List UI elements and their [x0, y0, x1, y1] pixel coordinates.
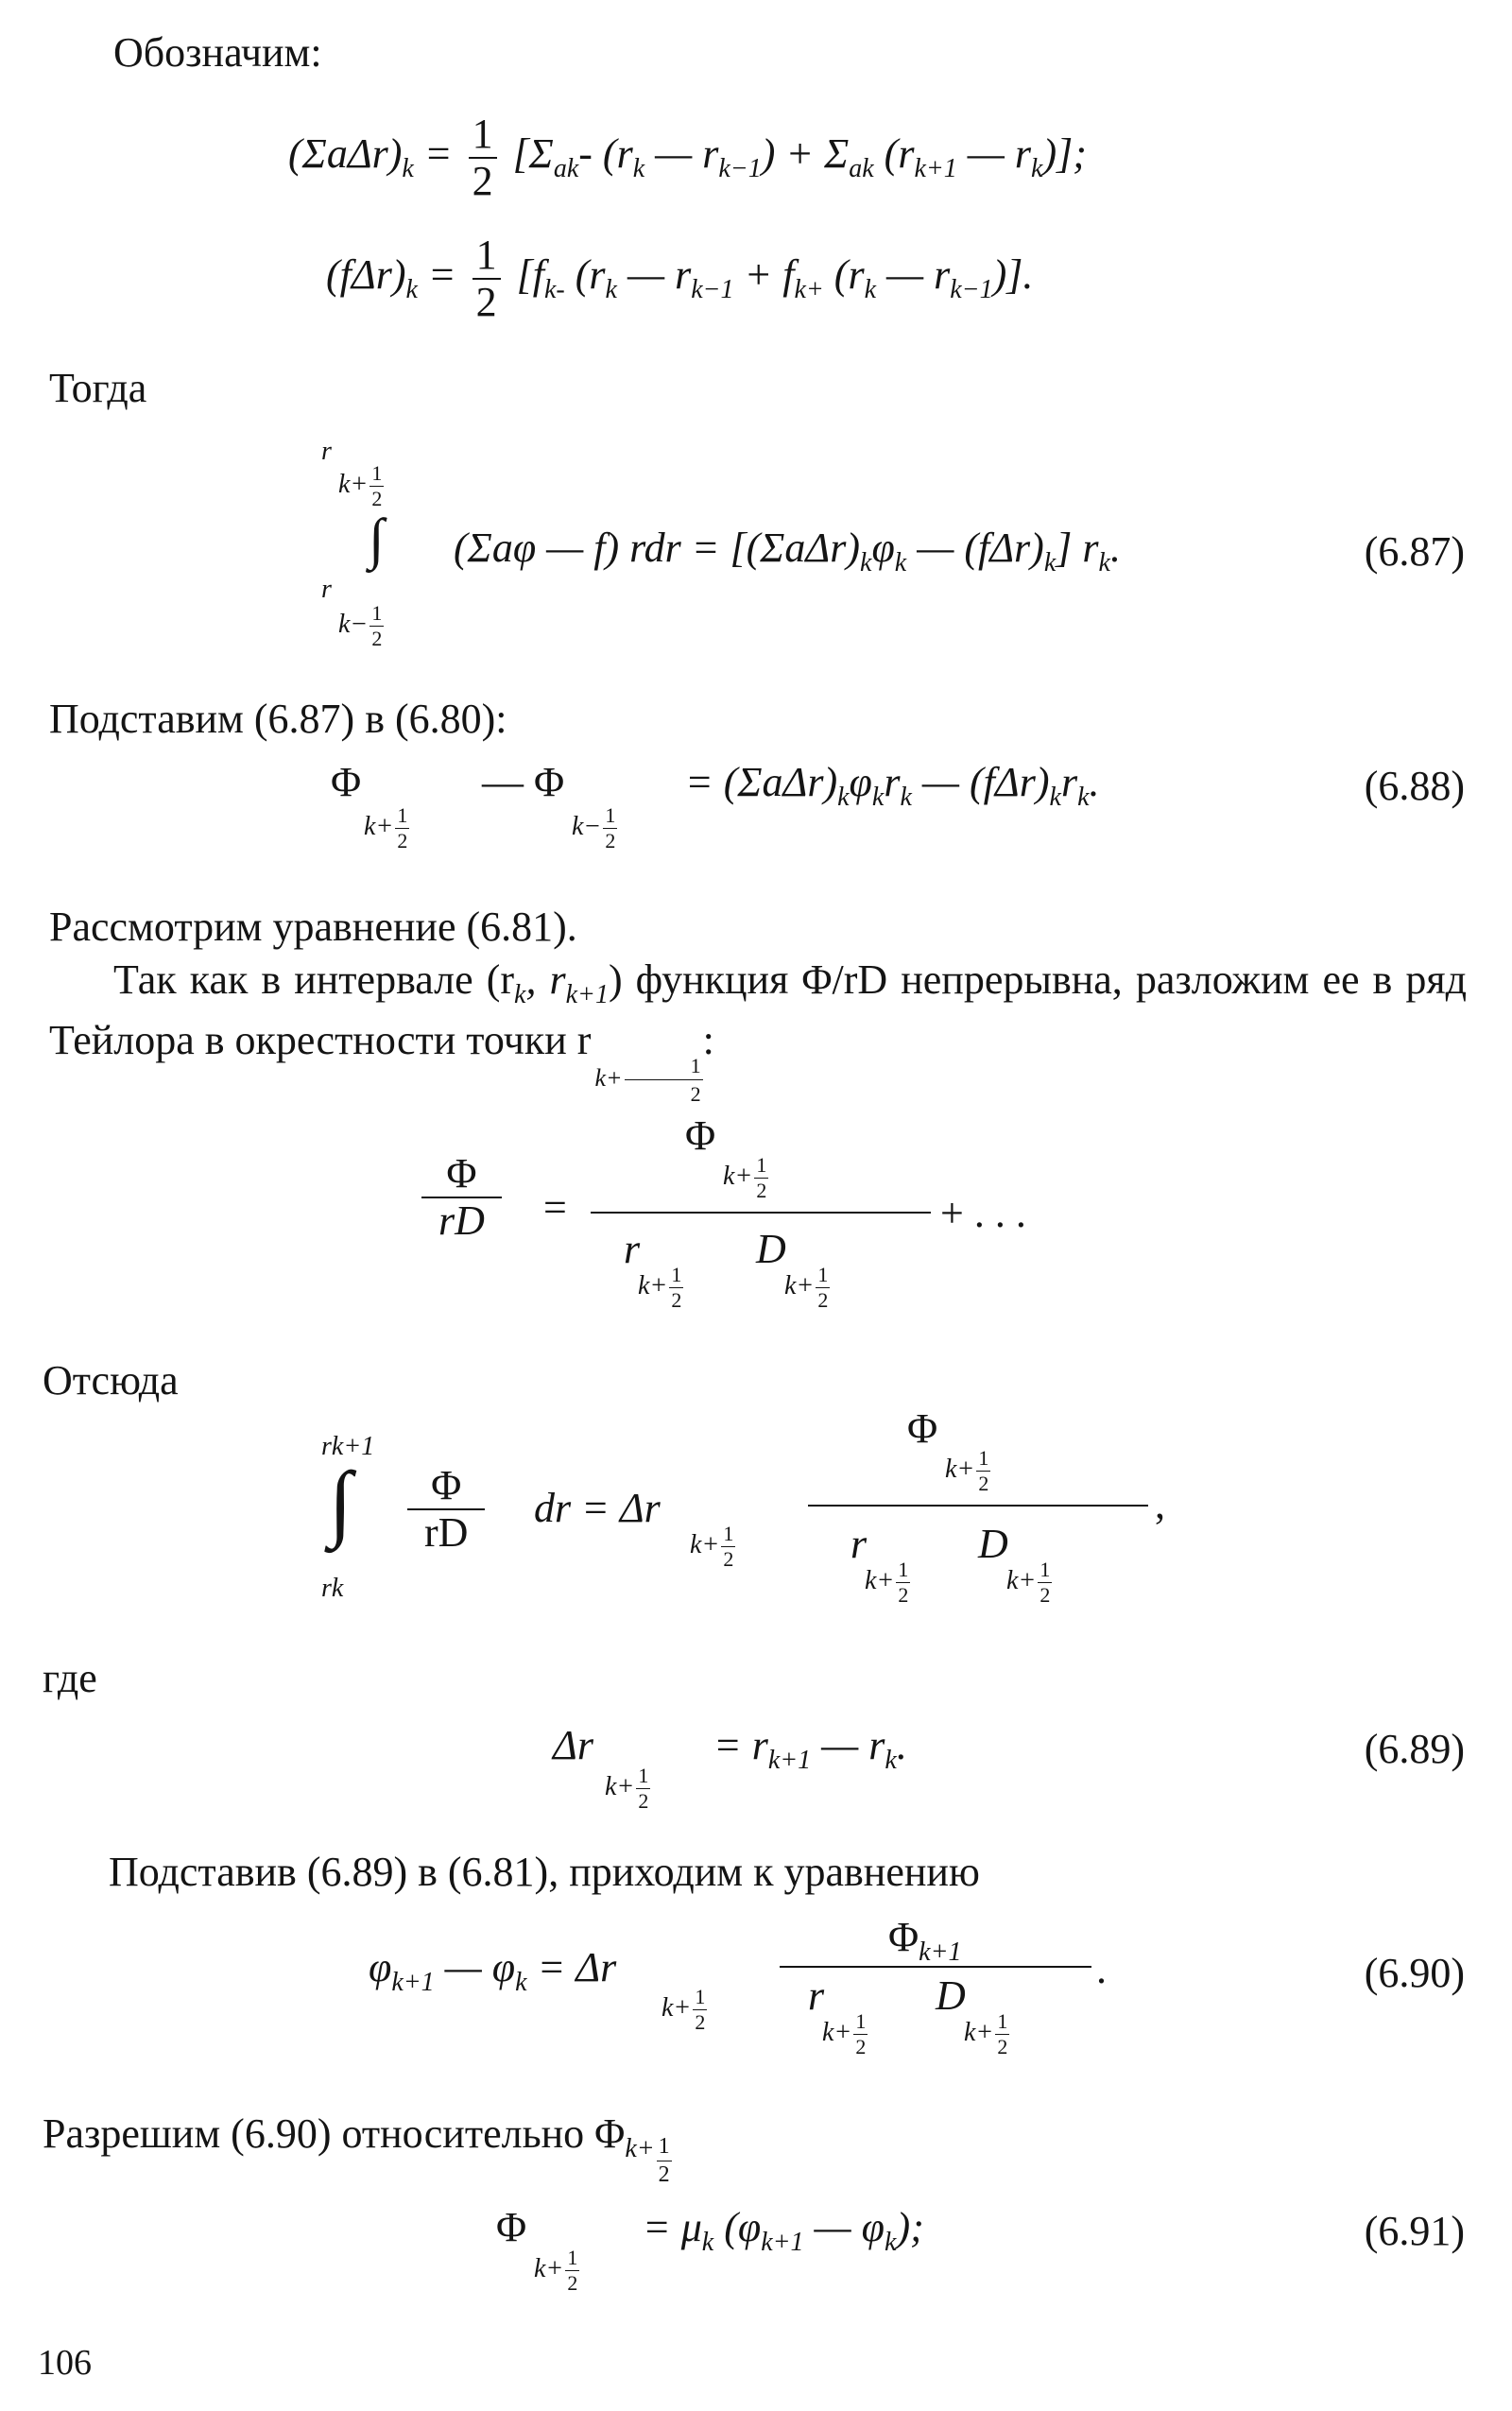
- sub-kplus: k+: [638, 1270, 668, 1300]
- eq-687-sub-k4: k: [1098, 548, 1110, 577]
- paragraph-gde: где: [43, 1655, 97, 1701]
- eq-688-f: — (fΔr): [911, 759, 1050, 805]
- sub-k2: k: [885, 2228, 897, 2257]
- eq-open-r: (r: [873, 130, 915, 178]
- half-n: 1: [978, 1446, 989, 1470]
- int2-dr-sub: [690, 1522, 735, 1572]
- sub-kplus: k+: [594, 1063, 623, 1092]
- eq-690-dr-sub: [662, 1985, 707, 2035]
- eq-691-sub: [534, 2246, 579, 2296]
- eq-sigma-text: aΔr): [326, 130, 403, 178]
- eq-f-sub-km1: k−1: [691, 275, 734, 305]
- sub-half: [721, 1522, 735, 1572]
- half-n: 1: [658, 2134, 670, 2159]
- taylor-num-sub: [723, 1153, 768, 1203]
- half-d: 2: [978, 1472, 989, 1495]
- taylor-lhs: [416, 1150, 507, 1244]
- lim-kplus: k+: [338, 469, 369, 499]
- half-n: 1: [997, 2009, 1008, 2033]
- taylor-lhs-frac: [421, 1150, 502, 1244]
- sub-kplus: k+: [784, 1270, 815, 1300]
- half-n: 1: [567, 2246, 578, 2269]
- sub-half: [995, 2009, 1009, 2059]
- eq-688-eq: = (Σ: [685, 759, 763, 805]
- lim-r: r: [321, 437, 332, 466]
- paragraph-rassmotrim: Рассмотрим уравнение (6.81).: [49, 904, 577, 950]
- eq-f-equals: =: [417, 251, 467, 299]
- sub-k2: k: [871, 783, 885, 812]
- int2-den-sub2: [1006, 1558, 1052, 1608]
- eq-689-sub: [605, 1764, 650, 1814]
- sub-kplus: k+: [822, 2017, 852, 2047]
- half-n: 1: [898, 1558, 909, 1581]
- half-d: 2: [997, 2035, 1008, 2058]
- taylor-fraction-bar: [591, 1212, 931, 1214]
- eq-690-den-sub2: [964, 2009, 1009, 2059]
- sub-kplus: k+: [1006, 1565, 1037, 1595]
- half-num: 1: [472, 111, 493, 157]
- sub-half: [625, 1052, 703, 1108]
- eq-sigma-a: [327, 130, 403, 177]
- sub-half: [395, 803, 409, 853]
- equation-number-6-88: (6.88): [1364, 763, 1465, 809]
- eq-f-sub-k2: k: [605, 275, 617, 305]
- half-d: 2: [638, 1789, 649, 1813]
- lim-kminus: k−: [338, 609, 369, 639]
- equation-f-delta-r: [326, 234, 1033, 323]
- sub-k4: k: [1049, 783, 1061, 812]
- sub-half: [636, 1764, 650, 1814]
- half-num: 1: [475, 232, 497, 278]
- eq-690-minus: — φ: [434, 1944, 516, 1990]
- eq-sub-ak2: ak: [849, 154, 874, 184]
- int-sign: ∫: [369, 508, 385, 570]
- point-sub: [594, 1054, 702, 1107]
- int2-comma: ,: [1155, 1481, 1165, 1527]
- int2-fraction-bar: [808, 1505, 1148, 1507]
- sub-k3: k: [900, 783, 912, 812]
- int2-den-d: D: [978, 1521, 1008, 1567]
- eq-688-sub2: [572, 803, 617, 853]
- eq-688-phi1: Φ: [331, 759, 362, 805]
- half-d: 2: [855, 2035, 867, 2058]
- sub-half: [693, 1985, 707, 2035]
- half-d: 2: [723, 1547, 734, 1571]
- half-n: 1: [371, 461, 383, 485]
- taylor-ellipsis: + . . .: [940, 1190, 1026, 1236]
- eq-690-fraction-bar: [780, 1966, 1091, 1968]
- taylor-den-d: D: [756, 1226, 786, 1272]
- lim-r: r: [321, 1432, 332, 1461]
- int2-dr: dr = Δr: [534, 1485, 661, 1531]
- half-d: 2: [567, 2271, 578, 2295]
- eq-sub-ak: ak: [553, 154, 579, 184]
- sub-half: [976, 1446, 990, 1496]
- eq-688-r: r: [884, 759, 901, 805]
- eq-691-minus: — φ: [803, 2204, 885, 2250]
- eq-f-sub-k: k: [405, 275, 418, 305]
- eq-688-dot: .: [1089, 759, 1100, 805]
- eq-close: )];: [1042, 130, 1087, 178]
- eq-690-den-r: r: [808, 1972, 825, 2019]
- half-d: 2: [371, 487, 383, 510]
- eq-687-phi: φ: [871, 525, 895, 571]
- frac-num: Φ: [431, 1462, 462, 1508]
- equation-number-6-87: (6.87): [1364, 528, 1465, 575]
- equation-number-6-91: (6.91): [1364, 2208, 1465, 2254]
- paragraph-tak-kak: [49, 953, 1467, 1109]
- frac-den: rD: [421, 1197, 502, 1242]
- eq-690-den-sub1: [822, 2009, 868, 2059]
- eq-sigma-half: [469, 113, 497, 202]
- paragraph-podstaviv: Подставив (6.89) в (6.81), приходим к уравнению: [109, 1849, 980, 1895]
- eq-f-close: )].: [992, 251, 1034, 299]
- sub-k: k: [885, 1746, 897, 1775]
- lim-r2: r: [321, 1574, 332, 1603]
- int2-num-sub: [945, 1446, 990, 1496]
- int2-frac: [407, 1462, 485, 1556]
- taylor-den-sub2: [784, 1263, 830, 1313]
- eq-plus-sigma: ) + Σ: [761, 130, 850, 178]
- eq-f-open: (r: [564, 251, 606, 299]
- eq-687-sub-k3: k: [1043, 548, 1057, 577]
- half-n: 1: [855, 2009, 867, 2033]
- eq-687-r: ] r: [1056, 525, 1099, 571]
- sub-kplus: k+: [605, 1771, 635, 1801]
- half-n: 1: [756, 1153, 767, 1177]
- half-n: 1: [723, 1522, 734, 1545]
- paragraph-oboznachim: Обозначим:: [113, 29, 322, 76]
- half-n: 1: [1040, 1558, 1051, 1581]
- paragraph-podstavim: Подставим (6.87) в (6.80):: [49, 696, 507, 742]
- half-n: 1: [371, 601, 383, 625]
- taylor-den-r: r: [624, 1226, 641, 1272]
- eq-690-eq: = Δr: [526, 1944, 617, 1990]
- sub-half: [853, 2009, 868, 2059]
- sub-half2: [603, 803, 617, 853]
- sub-kp1: k+1: [761, 2228, 804, 2257]
- sub-kplus: k+: [865, 1565, 895, 1595]
- eq-691-close: );: [896, 2204, 924, 2250]
- sub-k: k: [837, 783, 850, 812]
- half-den: 2: [469, 157, 497, 202]
- taylor-equals: =: [543, 1184, 567, 1231]
- eq-687-dot: .: [1109, 525, 1121, 571]
- sub-half: [657, 2133, 672, 2189]
- eq-688-phi: φ: [849, 759, 872, 805]
- eq-sigma-lhs: (Σ: [288, 130, 327, 178]
- sub-kplus: k+: [964, 2017, 994, 2047]
- sub-kp1: k+1: [391, 1968, 435, 1997]
- half-n: 1: [605, 803, 616, 827]
- frac-den: rD: [407, 1508, 485, 1554]
- half-n: 1: [690, 1054, 701, 1078]
- sub-kplus: k+: [625, 2134, 655, 2163]
- eq-688-rhs: [685, 759, 1100, 812]
- eq-688-sub1: [364, 803, 409, 853]
- eq-690-num: [888, 1914, 962, 1967]
- sub-k: k: [515, 1968, 527, 1997]
- sub-kplus: k+: [945, 1454, 975, 1484]
- eq-691-lhs: Φ: [496, 2204, 527, 2250]
- eq-689-dot: .: [896, 1722, 907, 1768]
- int2-den-sub1: [865, 1558, 910, 1608]
- sub-kp1: k+1: [919, 1937, 962, 1967]
- eq-f-sub-k3: k: [864, 275, 877, 305]
- int-upper-limit: [321, 437, 332, 467]
- eq-690-phi: φ: [369, 1944, 392, 1990]
- sub-half: [1038, 1558, 1052, 1608]
- sub-kplus: k+: [690, 1529, 720, 1559]
- half-d: 2: [756, 1179, 767, 1202]
- eq-f-lhs: (fΔr): [326, 251, 406, 299]
- eq-minus-r2: — r: [956, 130, 1032, 178]
- page-number: 106: [38, 2343, 92, 2383]
- eq-sigma-equals: =: [413, 130, 463, 178]
- eq-690-num-phi: Φ: [888, 1914, 919, 1960]
- half-d: 2: [671, 1288, 682, 1312]
- half-d: 2: [605, 829, 616, 852]
- sub-k: k: [514, 980, 526, 1009]
- taylor-num-phi: Φ: [685, 1112, 716, 1159]
- eq-689-minus: — r: [811, 1722, 885, 1768]
- eq-f-minus2: — r: [876, 251, 951, 299]
- lim-k: k: [331, 1574, 344, 1603]
- equation-sigma-delta-r: [288, 113, 1087, 202]
- sub-half: [896, 1558, 910, 1608]
- razreshim-text: Разрешим (6.90) относительно Φ: [43, 2110, 626, 2157]
- eq-f-minus: — r: [616, 251, 692, 299]
- colon: :: [702, 1016, 714, 1063]
- lim-half2: [369, 601, 384, 651]
- tak-kak-r: , r: [525, 956, 566, 1003]
- lim-half: [369, 461, 384, 511]
- eq-691-eq: = μ: [643, 2204, 702, 2250]
- eq-690-lhs: [369, 1944, 617, 1997]
- eq-f-sub-kplus: k+: [794, 275, 824, 305]
- sub-kplus: k+: [662, 1992, 692, 2023]
- sub-kp1: k+1: [565, 980, 609, 1009]
- eq-690-dot: .: [1096, 1946, 1107, 1992]
- sub-half: [565, 2246, 579, 2296]
- half-d: 2: [371, 627, 383, 650]
- frac-num: Φ: [446, 1150, 477, 1197]
- int-lower-sub: [338, 601, 384, 651]
- int2-integrand: [402, 1462, 490, 1556]
- taylor-den-sub1: [638, 1263, 683, 1313]
- eq-687-sub-k: k: [860, 548, 872, 577]
- sub-kplus: k+: [723, 1161, 753, 1191]
- int2-lower: [321, 1574, 343, 1604]
- half-d: 2: [397, 829, 408, 852]
- paragraph-togda: Тогда: [49, 365, 147, 411]
- eq-687-sig: aΔr): [784, 525, 860, 571]
- eq-f-sub-km1b: k−1: [950, 275, 993, 305]
- int2-den-r: r: [850, 1521, 868, 1567]
- half-den: 2: [472, 278, 501, 323]
- half-d: 2: [658, 2161, 670, 2187]
- eq-f-sub-kminus: k-: [543, 275, 565, 305]
- eq-sigma-sub-k: k: [402, 154, 414, 184]
- sub-k5: k: [1077, 783, 1090, 812]
- eq-687-sub-k2: k: [894, 548, 907, 577]
- int2-sign: ∫: [329, 1455, 352, 1549]
- eq-f-body: [f: [516, 251, 544, 299]
- equation-number-6-89: (6.89): [1364, 1726, 1465, 1772]
- eq-688-r2: r: [1060, 759, 1078, 805]
- half-d: 2: [817, 1288, 829, 1312]
- eq-sub-kp1: k+1: [914, 154, 957, 184]
- eq-part: - (r: [578, 130, 633, 178]
- eq-690-den-d: D: [936, 1972, 966, 2019]
- tak-kak-start: Так как в интервале (r: [113, 956, 515, 1003]
- eq-691-open: (φ: [713, 2204, 762, 2250]
- eq-sub-k: k: [632, 154, 645, 184]
- eq-f-open2: (r: [823, 251, 865, 299]
- eq-689-eq: = r: [713, 1722, 768, 1768]
- eq-f-plus: + f: [733, 251, 795, 299]
- eq-688-phi2: — Φ: [482, 759, 565, 805]
- equation-number-6-90: (6.90): [1364, 1950, 1465, 1996]
- half-d: 2: [625, 1079, 703, 1108]
- eq-687-open: (Σ: [454, 525, 492, 571]
- half-d: 2: [695, 2010, 706, 2034]
- eq-691-rhs: [643, 2204, 924, 2257]
- sub-kplus: k+: [364, 811, 394, 841]
- sub-kp1: k+1: [767, 1746, 812, 1775]
- lim-r2: r: [321, 575, 332, 604]
- eq-minus-r: — r: [644, 130, 719, 178]
- sub-half: [669, 1263, 683, 1313]
- sub-half: [754, 1153, 768, 1203]
- eq-sub-k2: k: [1031, 154, 1043, 184]
- half-d: 2: [1040, 1583, 1051, 1607]
- half-d: 2: [898, 1583, 909, 1607]
- eq-688-sig: aΔr): [762, 759, 838, 805]
- sub-kplus: k+: [534, 2253, 564, 2283]
- eq-f-half: [472, 234, 501, 323]
- int-upper-sub: [338, 461, 384, 511]
- eq-687-f: — (fΔr): [906, 525, 1044, 571]
- half-n: 1: [695, 1985, 706, 2008]
- half-n: 1: [397, 803, 408, 827]
- eq-687-body: [454, 527, 1121, 577]
- tak-kak-rest: ) функция Φ/rD непрерывна, разложим ее в ряд Тейлора в окрестности точки r: [49, 956, 1467, 1063]
- eq-689-rhs: [713, 1722, 907, 1775]
- sub-half: [816, 1263, 830, 1313]
- half-n: 1: [817, 1263, 829, 1286]
- eq-687-mid: aφ — f) rdr = [(Σ: [491, 525, 785, 571]
- sub-kminus: k−: [572, 811, 602, 841]
- eq-689-lhs: Δr: [553, 1722, 593, 1768]
- paragraph-razreshim: [43, 2110, 672, 2189]
- paragraph-otsyuda: Отсюда: [43, 1357, 179, 1404]
- half-n: 1: [671, 1263, 682, 1286]
- sub-k: k: [701, 2228, 714, 2257]
- int-lower-limit: [321, 575, 332, 605]
- half-n: 1: [638, 1764, 649, 1787]
- eq-sigma-body: [Σ: [512, 130, 554, 178]
- int2-num-phi: Φ: [907, 1405, 938, 1452]
- eq-sub-km1: k−1: [718, 154, 762, 184]
- lim-kp1: k+1: [331, 1432, 375, 1461]
